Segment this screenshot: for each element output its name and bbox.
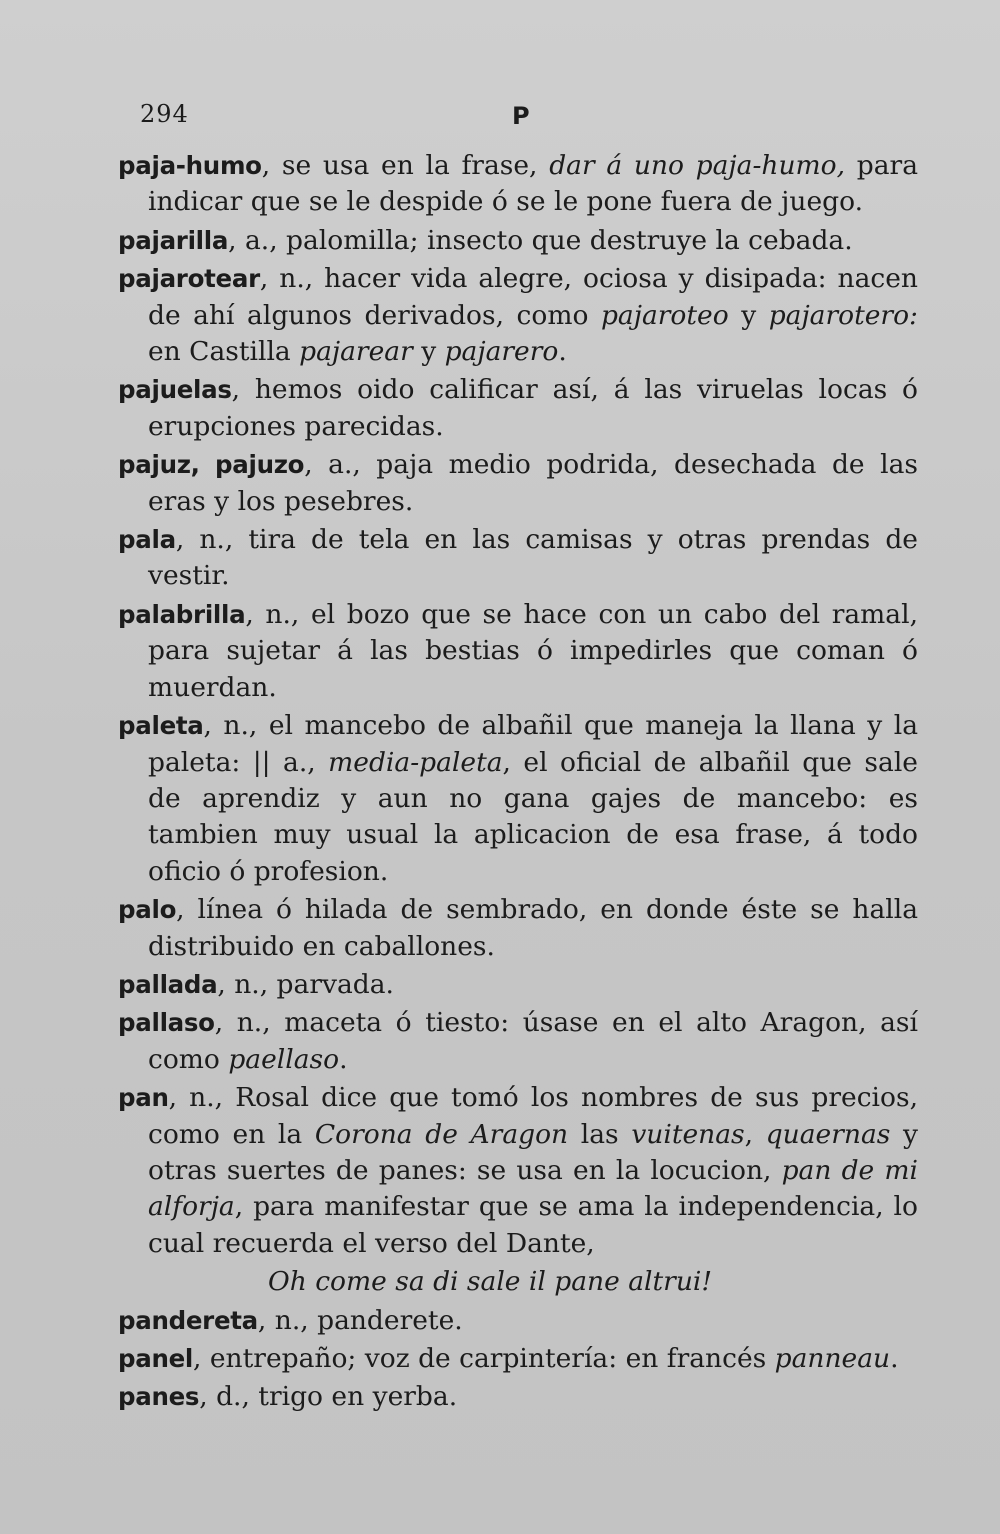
entry-italic-text: pan de mi alforja — [148, 1154, 918, 1223]
entry-italic-text: dar á uno paja-humo, — [549, 150, 846, 181]
entry-italic-text: vuitenas — [631, 1118, 745, 1150]
dictionary-entry — [118, 967, 918, 1003]
dictionary-entry — [118, 708, 918, 890]
entry-italic-text: pajarear — [299, 336, 413, 368]
dictionary-entry — [118, 597, 918, 706]
entry-definition-text: . — [890, 1343, 899, 1374]
dictionary-entry — [118, 522, 918, 595]
entry-definition-text: , d., trigo en yerba. — [199, 1381, 458, 1413]
entry-definition-text: , n., el bozo que se hace con un cabo del ramal, para sujetar á las bestias ó impedirles que coman ó muerdan. — [148, 598, 918, 703]
page-number: 294 — [140, 100, 189, 128]
entry-italic-text: panneau — [774, 1343, 891, 1374]
entry-headword: pajuelas — [118, 375, 232, 405]
entry-definition-text: , n., hacer vida alegre, ociosa y disipada: nacen de ahí algunos derivados, como — [148, 263, 918, 331]
entry-definition-text: , a., palomilla; insecto que destruye la cebada. — [228, 224, 853, 256]
entry-definition-text: , hemos oido calificar así, á las viruelas locas ó erupciones parecidas. — [148, 374, 918, 442]
entry-definition-text: para indicar que se le despide ó se le pone fuera de juego. — [148, 150, 918, 218]
entry-definition-text: , n., tira de tela en las camisas y otras prendas de vestir. — [148, 524, 918, 592]
entry-headword: pala — [118, 525, 176, 555]
entry-definition-text: en Castilla — [148, 336, 300, 368]
dictionary-entry — [118, 1005, 918, 1078]
entry-definition-text: , n., panderete. — [257, 1304, 463, 1336]
entry-headword: paleta — [118, 711, 204, 741]
entry-headword: panes — [118, 1382, 200, 1412]
entry-italic-text: Corona de Aragon — [314, 1118, 569, 1150]
section-letter: P — [512, 102, 530, 130]
entry-headword: pajarotear — [118, 264, 260, 294]
dictionary-entry — [118, 1341, 918, 1377]
dictionary-entry — [118, 1080, 918, 1262]
dictionary-entry — [118, 1379, 918, 1415]
entry-definition-text: . — [558, 336, 567, 368]
dictionary-entry — [118, 261, 918, 370]
entry-definition-text: y — [412, 336, 445, 368]
entry-definition-text: , el oficial de albañil que sale de aprendiz y aun no gana gajes de mancebo: es tambien muy usual la aplicacion de esa frase, á todo oficio ó profesion. — [148, 746, 918, 887]
entry-italic-text: pajarotero: — [768, 299, 918, 331]
entry-headword: panel — [118, 1344, 194, 1373]
entry-headword: pajuz, pajuzo — [118, 450, 305, 480]
dictionary-entry — [118, 372, 918, 445]
entry-italic-text: pajaroteo — [600, 299, 729, 331]
entry-definition-text: , se usa en la frase, — [261, 150, 550, 181]
entry-italic-text: quaernas — [765, 1118, 891, 1150]
page-header — [0, 100, 1000, 140]
entry-headword: palo — [118, 895, 177, 925]
entry-headword: pandereta — [118, 1305, 258, 1335]
verse-quote: Oh come sa di sale il pane altrui! — [268, 1266, 713, 1298]
dictionary-entry — [118, 447, 918, 520]
entry-definition-text: y — [728, 299, 769, 331]
entry-italic-text: paellaso — [228, 1043, 340, 1075]
entry-italic-text: media-paleta — [328, 746, 503, 778]
entry-headword: pallaso — [118, 1008, 215, 1038]
entry-definition-text: , n., el mancebo de albañil que maneja la llana y la paleta: || a., — [148, 710, 918, 778]
entry-headword: pan — [118, 1083, 169, 1113]
entry-definition-text: , n., maceta ó tiesto: úsase en el alto Aragon, así como — [148, 1007, 918, 1075]
entry-list — [118, 148, 918, 1418]
dictionary-entry — [118, 892, 918, 965]
dictionary-entry — [118, 223, 918, 259]
entry-headword: paja-humo — [118, 151, 262, 180]
entry-definition-text: , a., paja medio podrida, desechada de las eras y los pesebres. — [148, 449, 918, 517]
entry-definition-text: , línea ó hilada de sembrado, en donde éste se halla distribuido en caballones. — [148, 894, 918, 962]
entry-headword: pajarilla — [118, 225, 229, 255]
entry-headword: palabrilla — [118, 599, 246, 629]
dictionary-entry — [118, 1303, 918, 1339]
entry-italic-text: pajarero — [444, 336, 559, 368]
entry-definition-text: . — [339, 1043, 348, 1075]
entry-definition-text: y otras suertes de panes: se usa en la locucion, — [148, 1118, 918, 1186]
entry-definition-text: , para manifestar que se ama la independencia, lo cual recuerda el verso del Dante, — [148, 1191, 918, 1259]
dictionary-entry — [118, 148, 918, 221]
entry-definition-text: , entrepaño; voz de carpintería: en francés — [193, 1343, 775, 1374]
entry-definition-text: las — [568, 1118, 632, 1150]
entry-definition-text: , n., parvada. — [217, 968, 394, 1000]
entry-headword: pallada — [118, 969, 218, 999]
entry-definition-text: , n., Rosal dice que tomó los nombres de sus precios, como en la — [148, 1082, 918, 1150]
entry-definition-text: , — [744, 1118, 766, 1150]
